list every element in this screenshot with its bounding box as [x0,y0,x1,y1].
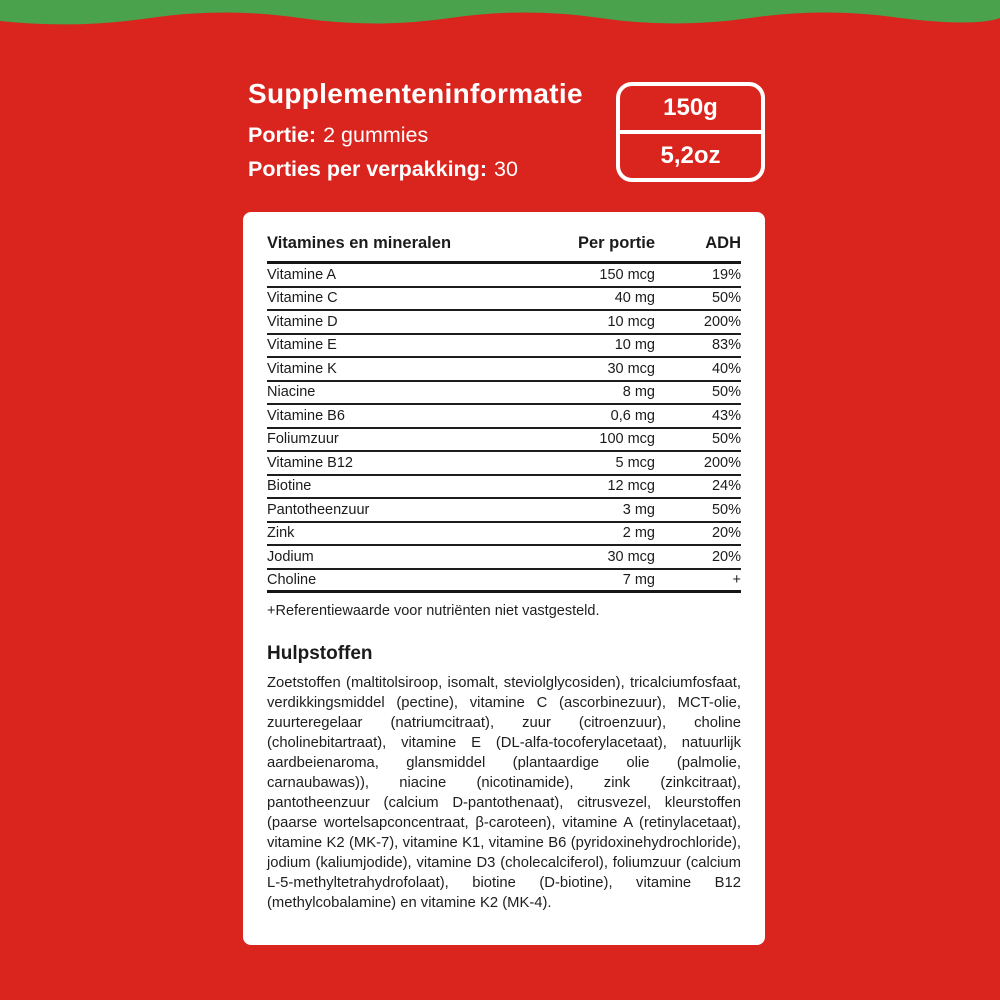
nutrient-amount: 8 mg [622,384,655,401]
top-wave-decoration [0,0,1000,36]
serving-size-label: Portie: [248,123,317,147]
nutrient-name: Choline [267,571,317,588]
excipients-text: Zoetstoffen (maltitolsiroop, isomalt, steviolglycosiden), tricalciumfosfaat, verdikkingsmiddel (pectine), vitamine C (ascorbinezuur), MCT-olie, zuurteregelaar (natriumcitraat), zuur (citroenzuur), choline (cholinebitartraat), vitamine E (DL-alfa-tocoferylacetaat), natuurlijk aardbeienaroma, glansmiddel (plantaardige olie (palmolie, carnaubawas)), niacine (nicotinamide), zink (zinkcitraat), pantotheenzuur (calcium D-pantothenaat), citrusvezel, kleurstoffen (paarse wortelsapconcentraat, β-caroteen), vitamine A (retinylacetaat), vitamine K2 (MK-7), vitamine K1, vitamine B6 (pyridoxinehydrochloride), jodium (kaliumjodide), vitamine D3 (cholecalciferol), foliumzuur (calcium L-5-methyltetrahydrofolaat), biotine (D-biotine), vitamine B12 (methylcobalamine) en vitamine K2 (MK-4). [267,675,741,911]
net-weight-ounces: 5,2oz [620,130,761,178]
nutrient-adh: 200% [703,454,741,471]
nutrient-amount: 30 mcg [607,360,655,377]
nutrient-name: Jodium [267,548,314,565]
nutrient-name: Vitamine B6 [267,407,345,424]
table-row [267,405,741,429]
nutrient-adh: 50% [711,431,741,448]
nutrient-adh: 50% [711,501,741,518]
table-row [267,476,741,500]
column-header-per-serving: Per portie [577,234,655,252]
net-weight-box [616,82,765,182]
nutrient-amount: 10 mcg [607,313,655,330]
table-row [267,570,741,594]
column-header-adh: ADH [705,234,741,252]
table-row [267,311,741,335]
nutrient-adh: 40% [711,360,741,377]
excipients-heading: Hulpstoffen [267,643,373,664]
nutrient-amount: 40 mg [614,290,655,307]
nutrient-name: Zink [267,525,295,542]
table-row [267,523,741,547]
nutrient-amount: 10 mg [614,337,655,354]
table-row [267,335,741,359]
nutrient-name: Vitamine K [267,360,337,377]
nutrient-adh: 24% [711,478,741,495]
nutrient-amount: 0,6 mg [610,407,655,424]
nutrient-name: Foliumzuur [267,431,339,448]
serving-size-value: 2 gummies [323,123,429,147]
serving-size-line [248,123,428,148]
nutrient-amount: 30 mcg [607,548,655,565]
table-header-row [267,234,741,264]
servings-per-pack-line [248,157,518,182]
nutrient-amount: 12 mcg [607,478,655,495]
nutrient-amount: 7 mg [622,571,655,588]
nutrient-name: Pantotheenzuur [267,501,370,518]
table-row [267,429,741,453]
nutrient-name: Biotine [267,478,312,495]
nutrient-adh: 19% [711,266,741,283]
column-header-nutrient: Vitamines en mineralen [267,234,452,252]
nutrient-adh: 20% [711,548,741,565]
supplement-facts-card [243,212,765,945]
nutrient-amount: 100 mcg [599,431,655,448]
nutrient-amount: 5 mcg [615,454,655,471]
net-weight-grams: 150g [663,94,718,121]
nutrient-adh: 50% [711,290,741,307]
nutrient-name: Vitamine C [267,290,338,307]
servings-per-pack-value: 30 [493,157,518,181]
nutrient-amount: 2 mg [622,525,655,542]
table-row [267,264,741,288]
nutrient-name: Vitamine D [267,313,338,330]
nutrient-adh: 43% [711,407,741,424]
nutrient-name: Vitamine B12 [267,454,353,471]
nutrient-adh: 50% [711,384,741,401]
servings-per-pack-label: Porties per verpakking: [248,157,487,181]
nutrient-name: Vitamine A [267,266,337,283]
table-row [267,499,741,523]
table-row [267,288,741,312]
reference-footnote: +Referentiewaarde voor nutriënten niet vastgesteld. [267,603,600,619]
nutrient-adh: + [732,571,741,588]
nutrient-amount: 150 mcg [599,266,655,283]
nutrient-adh: 200% [703,313,741,330]
table-row [267,382,741,406]
table-row [267,546,741,570]
page-title: Supplementeninformatie [248,78,583,109]
nutrient-adh: 20% [711,525,741,542]
table-row [267,358,741,382]
nutrient-amount: 3 mg [622,501,655,518]
nutrient-name: Niacine [267,384,316,401]
nutrient-adh: 83% [711,337,741,354]
table-row [267,452,741,476]
nutrient-name: Vitamine E [267,337,337,354]
